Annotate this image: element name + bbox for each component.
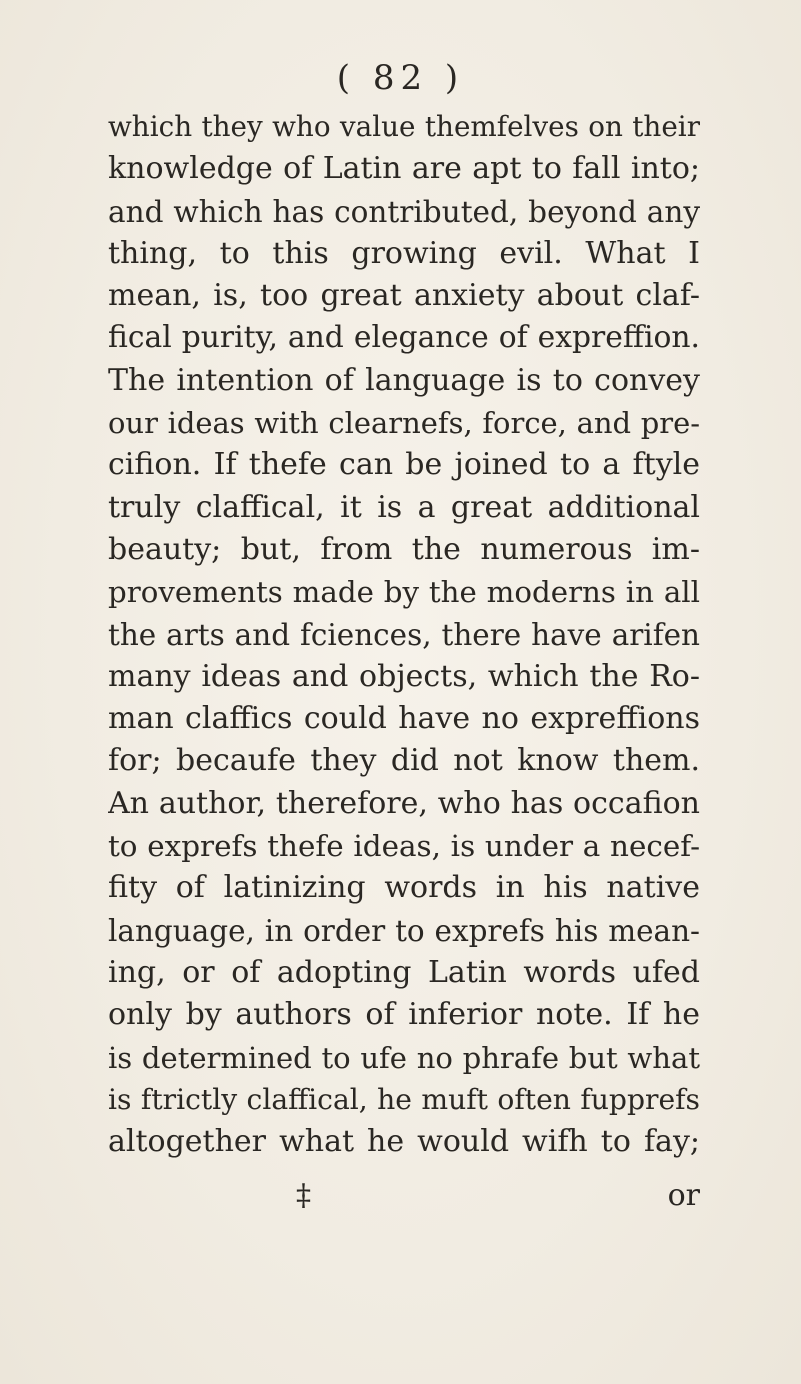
text-line: to exprefs thefe ideas, is under a necef- xyxy=(108,829,700,864)
text-line: fity of latinizing words in his native xyxy=(108,870,700,906)
text-line: truly claffical, it is a great additional xyxy=(108,489,700,525)
text-line: which they who value themfelves on their xyxy=(108,110,700,143)
text-line: mean, is, too great anxiety about claf- xyxy=(108,278,700,314)
text-line: for; becaufe they did not know them. xyxy=(108,743,700,779)
page-footer xyxy=(108,1175,700,1217)
text-line: ing, or of adopting Latin words ufed xyxy=(108,954,700,990)
text-line: altogether what he would wifh to fay; xyxy=(108,1124,700,1160)
text-line: is determined to ufe no phrafe but what xyxy=(108,1040,700,1075)
text-line: knowledge of Latin are apt to fall into; xyxy=(108,151,700,187)
text-line: fical purity, and elegance of expreffion. xyxy=(108,320,700,356)
text-line: many ideas and objects, which the Ro- xyxy=(108,658,700,694)
text-line: provements made by the moderns in all xyxy=(108,575,700,610)
page-number: ( 82 ) xyxy=(336,58,465,98)
text-line: the arts and fciences, there have arifen xyxy=(108,617,700,652)
catchword: or xyxy=(667,1178,700,1213)
text-line: only by authors of inferior note. If he xyxy=(108,997,700,1033)
body-text xyxy=(108,106,700,1163)
text-line: thing, to this growing evil. What I xyxy=(108,235,700,271)
text-line: beauty; but, from the numerous im- xyxy=(108,531,700,567)
text-line: is ftrictly claffical, he muft often fupprefs xyxy=(108,1082,700,1116)
text-line: language, in order to exprefs his mean- xyxy=(108,913,700,948)
text-line: and which has contributed, beyond any xyxy=(108,194,700,229)
text-line: man claffics could have no expreffions xyxy=(108,701,700,737)
signature-mark: ‡ xyxy=(296,1178,311,1213)
text-line: our ideas with clearnefs, force, and pre- xyxy=(108,406,700,441)
text-line: An author, therefore, who has occafion xyxy=(108,785,700,821)
text-line: The intention of language is to convey xyxy=(108,362,700,398)
text-line: cifion. If thefe can be joined to a ftyle xyxy=(108,447,700,483)
